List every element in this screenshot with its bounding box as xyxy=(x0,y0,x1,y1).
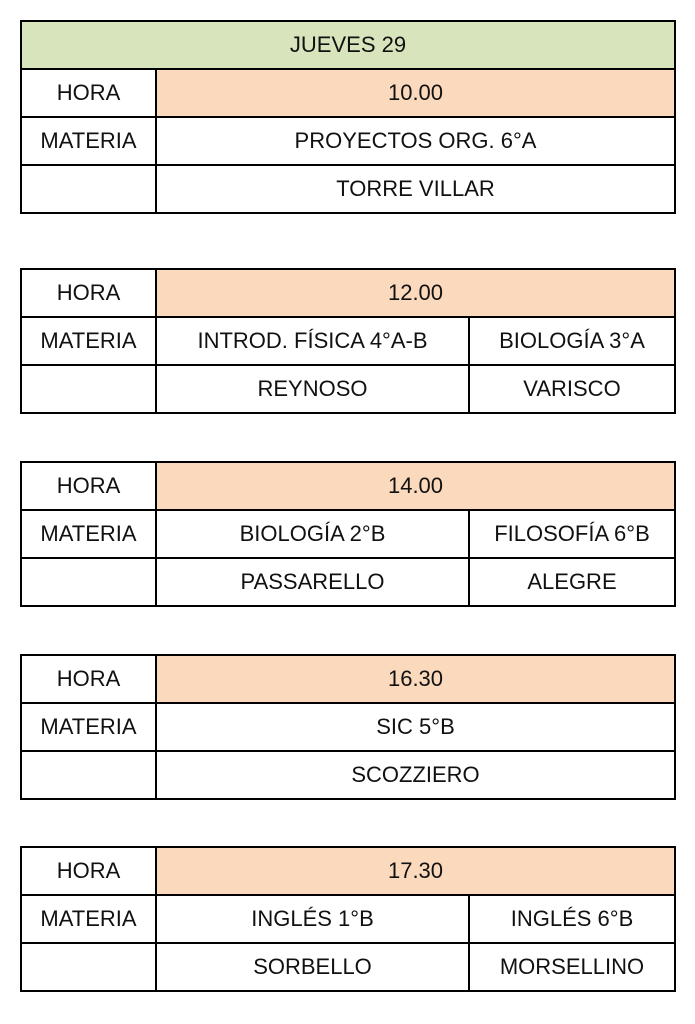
teacher-label-empty xyxy=(21,365,156,413)
subject-label: MATERIA xyxy=(21,895,156,943)
teacher-value-2: ALEGRE xyxy=(469,558,675,606)
teacher-value-1: PASSARELLO xyxy=(156,558,469,606)
hour-label: HORA xyxy=(21,847,156,895)
teacher-value-1: REYNOSO xyxy=(156,365,469,413)
hour-value: 17.30 xyxy=(156,847,675,895)
subject-value-2: INGLÉS 6°B xyxy=(469,895,675,943)
subject-value: SIC 5°B xyxy=(156,703,675,751)
teacher-label-empty xyxy=(21,751,156,799)
schedule-block-1730 xyxy=(20,846,676,992)
subject-label: MATERIA xyxy=(21,510,156,558)
hour-value: 12.00 xyxy=(156,269,675,317)
hour-label: HORA xyxy=(21,462,156,510)
teacher-value: SCOZZIERO xyxy=(156,751,675,799)
subject-value: PROYECTOS ORG. 6°A xyxy=(156,117,675,165)
hour-value: 16.30 xyxy=(156,655,675,703)
subject-value-1: INTROD. FÍSICA 4°A-B xyxy=(156,317,469,365)
teacher-value: TORRE VILLAR xyxy=(156,165,675,213)
subject-value-1: BIOLOGÍA 2°B xyxy=(156,510,469,558)
teacher-value-2: MORSELLINO xyxy=(469,943,675,991)
teacher-label-empty xyxy=(21,165,156,213)
teacher-label-empty xyxy=(21,558,156,606)
subject-label: MATERIA xyxy=(21,317,156,365)
schedule-block-1630 xyxy=(20,654,676,800)
subject-label: MATERIA xyxy=(21,117,156,165)
subject-label: MATERIA xyxy=(21,703,156,751)
teacher-value-2: VARISCO xyxy=(469,365,675,413)
subject-value-1: INGLÉS 1°B xyxy=(156,895,469,943)
subject-value-2: FILOSOFÍA 6°B xyxy=(469,510,675,558)
teacher-value-1: SORBELLO xyxy=(156,943,469,991)
schedule-block-1200 xyxy=(20,268,676,414)
hour-label: HORA xyxy=(21,69,156,117)
hour-value: 14.00 xyxy=(156,462,675,510)
subject-value-2: BIOLOGÍA 3°A xyxy=(469,317,675,365)
schedule-block-1000 xyxy=(20,20,676,214)
hour-label: HORA xyxy=(21,269,156,317)
teacher-label-empty xyxy=(21,943,156,991)
hour-value: 10.00 xyxy=(156,69,675,117)
schedule-block-1400 xyxy=(20,461,676,607)
hour-label: HORA xyxy=(21,655,156,703)
day-title: JUEVES 29 xyxy=(21,21,675,69)
